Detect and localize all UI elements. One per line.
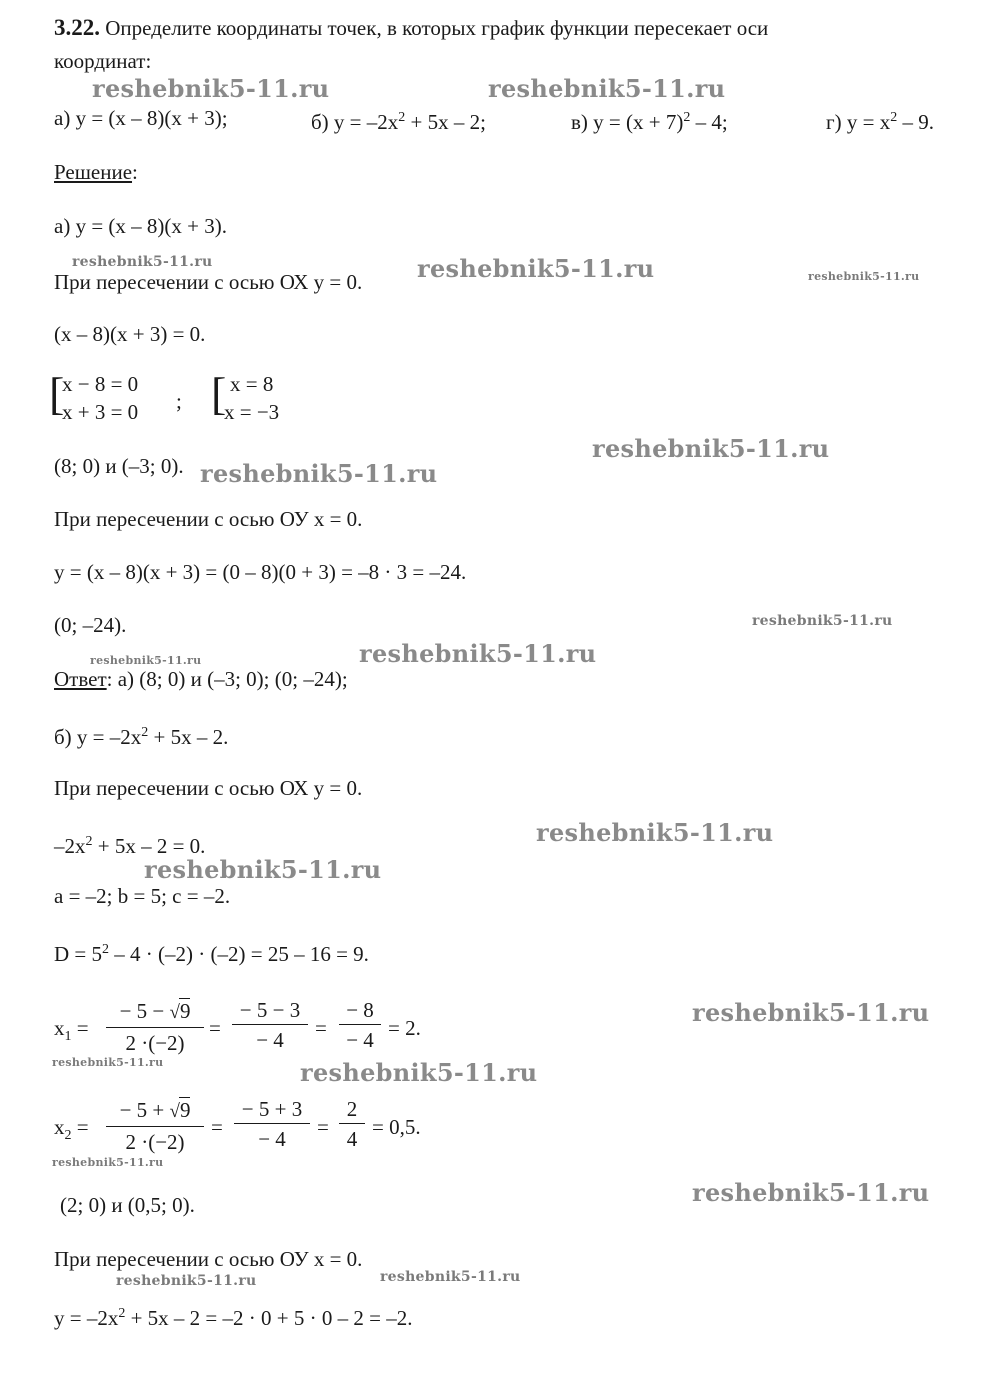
problem-number: 3.22. <box>54 15 100 40</box>
watermark: reshebnik5-11.ru <box>52 1056 164 1069</box>
x1-label: $x_1$ = <box>54 1016 89 1045</box>
x2-fraction-1: $\frac{- 5 + √9}{2 \cdot(-2)}$ <box>106 1097 204 1155</box>
option-b: б) $у = -2х^2 + 5х - 2$; <box>311 110 486 134</box>
system1-row2: x + 3 = 0 <box>62 400 139 424</box>
watermark: reshebnik5-11.ru <box>90 654 202 667</box>
answer-line: Ответ: а) (8; 0) и (–3; 0); (0; –24); <box>54 667 348 691</box>
watermark: reshebnik5-11.ru <box>116 1273 257 1289</box>
x1-fraction-1: $\frac{- 5 - √9}{2 \cdot(-2)}$ <box>106 998 204 1056</box>
watermark: reshebnik5-11.ru <box>200 459 438 488</box>
x2-label: $x_2$ = <box>54 1115 89 1144</box>
x1-fraction-2: $\frac{- 5 - 3}{- 4}$ <box>232 998 308 1053</box>
option-v: в) $у = (х + 7)^2 - 4$; <box>571 110 728 134</box>
watermark: reshebnik5-11.ru <box>300 1058 538 1087</box>
system-separator: ; <box>176 389 182 413</box>
x2-result: = 0,5. <box>372 1115 421 1139</box>
part-b-title: б) $у = -2х^2 + 5х - 2$. <box>54 725 229 749</box>
system1-row1: x − 8 = 0 <box>62 372 139 396</box>
calc-oy-a: у = (х – 8)(х + 3) = (0 – 8)(0 + 3) = –8 · 3 = –24. <box>54 560 467 584</box>
option-a: а) у = (х – 8)(х + 3); <box>54 106 228 130</box>
watermark: reshebnik5-11.ru <box>92 74 330 103</box>
oy-condition-a: При пересечении с осью ОУ х = 0. <box>54 507 363 531</box>
system-bracket-2: [ <box>211 368 227 419</box>
discriminant: $D = 5^2 - 4 \cdot (-2) \cdot (-2) = 25 - 16 = 9$. <box>54 942 369 966</box>
x2-fraction-3: $\frac{2}{4}$ <box>339 1097 365 1152</box>
x1-result: = 2. <box>388 1016 421 1040</box>
watermark: reshebnik5-11.ru <box>692 998 930 1027</box>
problem-statement-line2: координат: <box>54 49 152 73</box>
system2-row2: x = −3 <box>224 400 280 424</box>
watermark: reshebnik5-11.ru <box>144 855 382 884</box>
coefficients: а = –2; b = 5; с = –2. <box>54 884 231 908</box>
equation-b: $-2х^2 + 5х - 2 = 0$. <box>54 834 206 858</box>
points-ox-a: (8; 0) и (–3; 0). <box>54 454 184 478</box>
option-g: г) $у = х^2 - 9$. <box>826 110 934 134</box>
problem-statement-line1: Определите координаты точек, в которых график функции пересекает оси <box>105 16 769 40</box>
oy-condition-b: При пересечении с осью ОУ х = 0. <box>54 1247 363 1271</box>
watermark: reshebnik5-11.ru <box>592 434 830 463</box>
watermark: reshebnik5-11.ru <box>380 1269 521 1285</box>
point-oy-a: (0; –24). <box>54 613 127 637</box>
watermark: reshebnik5-11.ru <box>417 254 655 283</box>
solution-heading: Решение: <box>54 160 138 184</box>
x2-fraction-2: $\frac{- 5 + 3}{- 4}$ <box>234 1097 310 1152</box>
system2-row1: x = 8 <box>230 372 274 396</box>
problem-header <box>54 16 768 40</box>
x1-fraction-3: $\frac{- 8}{- 4}$ <box>339 998 381 1053</box>
points-ox-b: (2; 0) и (0,5; 0). <box>60 1193 195 1217</box>
watermark: reshebnik5-11.ru <box>72 254 213 270</box>
answer-label: Ответ <box>54 667 107 691</box>
equation-a: (х – 8)(х + 3) = 0. <box>54 322 206 346</box>
x2-eq-2: = <box>317 1115 329 1139</box>
watermark: reshebnik5-11.ru <box>536 818 774 847</box>
ox-condition-b: При пересечении с осью ОХ у = 0. <box>54 776 363 800</box>
watermark: reshebnik5-11.ru <box>808 270 920 283</box>
system-bracket-1: [ <box>49 368 65 419</box>
x2-eq-1: = <box>211 1115 223 1139</box>
ox-condition-a: При пересечении с осью ОХ у = 0. <box>54 270 363 294</box>
x1-eq-1: = <box>209 1016 221 1040</box>
x1-eq-2: = <box>315 1016 327 1040</box>
watermark: reshebnik5-11.ru <box>488 74 726 103</box>
watermark: reshebnik5-11.ru <box>359 639 597 668</box>
watermark: reshebnik5-11.ru <box>692 1178 930 1207</box>
watermark: reshebnik5-11.ru <box>752 613 893 629</box>
watermark: reshebnik5-11.ru <box>52 1156 164 1169</box>
part-a-title: а) у = (х – 8)(х + 3). <box>54 214 227 238</box>
calc-oy-b: $у = -2х^2 + 5х - 2 = -2 \cdot 0 + 5 \cdot 0 - 2 = -2$. <box>54 1306 413 1330</box>
